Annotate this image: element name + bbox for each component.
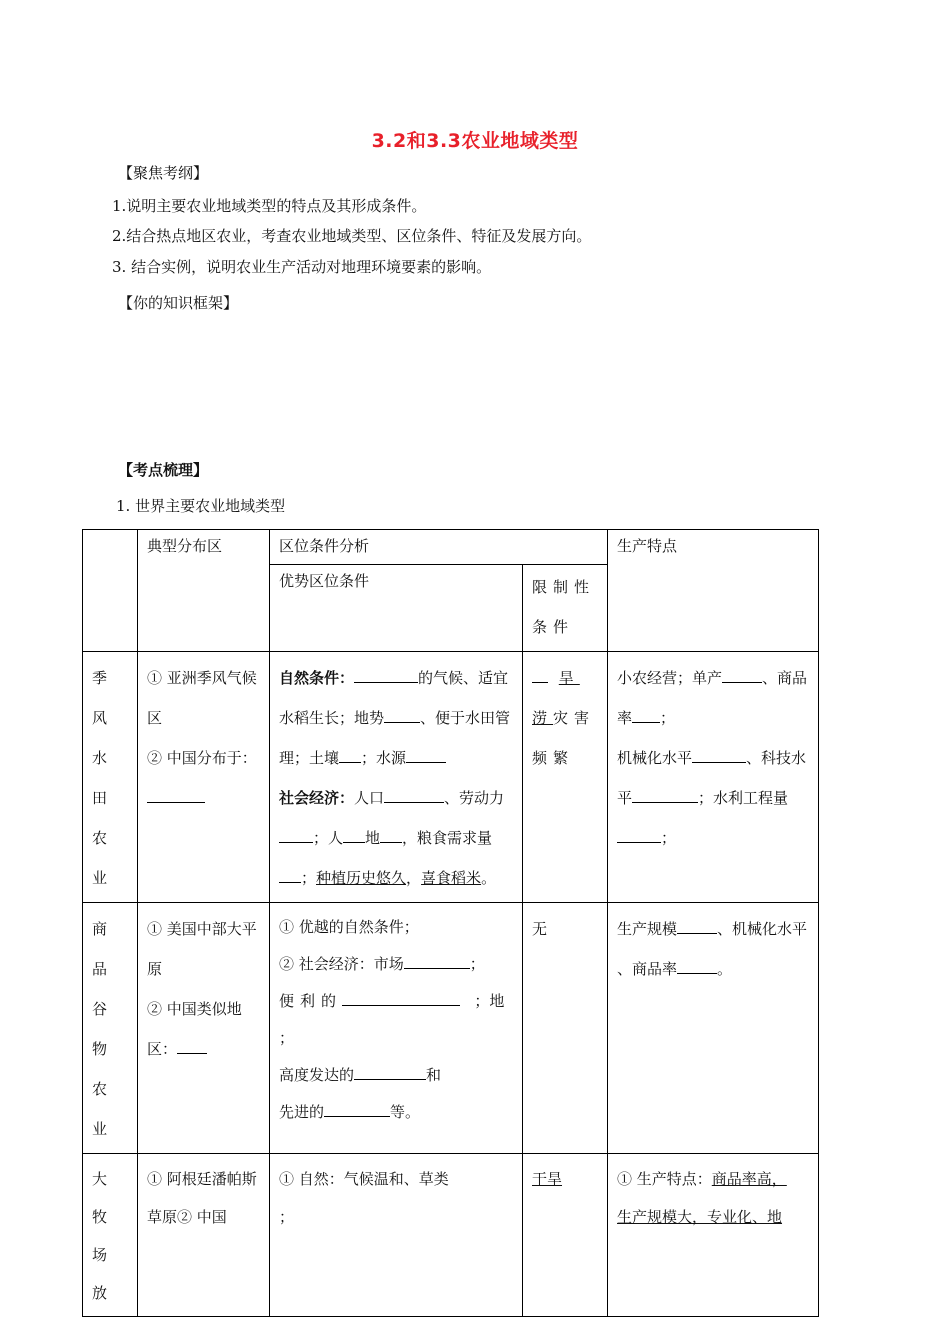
fill-blank (632, 786, 698, 803)
text-segment: ， (406, 869, 422, 887)
row-advantages (270, 652, 523, 903)
text-segment: ；人 (313, 829, 344, 847)
fill-blank (617, 826, 661, 843)
text-segment: ① 优越的自然条件； (279, 918, 419, 936)
row-advantages (270, 1154, 523, 1317)
text-segment: 灾害频繁 (532, 709, 596, 767)
fill-blank (343, 826, 365, 843)
review-heading: 【考点梳理】 (118, 461, 209, 479)
text-segment: 和 (426, 1066, 442, 1084)
fill-blank (380, 826, 402, 843)
row-distribution (138, 903, 270, 1154)
text-segment: ； (301, 869, 317, 887)
text-segment: 人口 (354, 789, 385, 807)
dist-b: ② 中国分布于： (147, 749, 257, 767)
fill-blank (147, 786, 205, 803)
dist-a: ① 亚洲季风气候区 (147, 669, 257, 727)
text-segment: 先进的 (279, 1103, 325, 1121)
agriculture-types-table (82, 529, 819, 1317)
table-row (83, 1154, 819, 1317)
text-segment: ① 自然：气候温和、草类 (279, 1170, 449, 1188)
text-segment: ① 生产特点： (617, 1170, 712, 1188)
section-title: 1. 世界主要农业地域类型 (116, 497, 286, 515)
text-segment: 机械化水平 (617, 749, 693, 767)
fill-blank (384, 786, 444, 803)
fill-blank (279, 866, 301, 883)
row-distribution: ① 阿根廷潘帕斯草原② 中国 (138, 1154, 270, 1317)
row-limits (523, 1154, 608, 1317)
row-limits (523, 652, 608, 903)
row-type: 商品谷物农业 (83, 903, 138, 1154)
text-segment: 、便于水田管理；土壤 (279, 709, 511, 767)
text-segment: ； (660, 709, 676, 727)
text-segment: 小农经营；单产 (617, 669, 723, 687)
fill-blank (324, 1100, 390, 1117)
header-location-analysis: 区位条件分析 (270, 530, 608, 565)
fill-blank (722, 666, 762, 683)
underlined-text: 种植历史悠久 (316, 869, 407, 887)
framework-heading: 【你的知识框架】 (118, 294, 239, 312)
text-segment: ，粮食需求量 (402, 829, 493, 847)
underlined-text: 干旱 (532, 1170, 563, 1188)
text-segment: 、商品率 (617, 669, 808, 727)
row-type: 季风水田农业 (83, 652, 138, 903)
social-label: 社会经济： (279, 789, 355, 807)
focus-item-3: 3. 结合实例，说明农业生产活动对地理环境要素的影响。 (112, 258, 492, 276)
header-advantages: 优势区位条件 (270, 565, 523, 652)
fill-blank (354, 1063, 426, 1080)
page-title: 3.2和3.3农业地域类型 (371, 130, 579, 152)
text-segment: 、商品率 (617, 960, 678, 978)
fill-blank (384, 706, 420, 723)
text-segment: ；地 (474, 992, 505, 1010)
text-segment: ② 社会经济：市场 (279, 955, 404, 973)
table-row (83, 652, 819, 903)
dist-b: ② 中国类似地区： (147, 1000, 242, 1058)
text-segment: ；水源 (361, 749, 407, 767)
row-distribution (138, 652, 270, 903)
text-segment: 、劳动力 (444, 789, 505, 807)
row-type: 大牧场放 (83, 1154, 138, 1317)
header-distribution: 典型分布区 (138, 530, 270, 652)
fill-blank (406, 746, 446, 763)
underlined-text: 旱涝 (532, 669, 580, 727)
header-limits: 限制性条件 (523, 565, 608, 652)
fill-blank (177, 1037, 207, 1054)
underlined-text: 喜食稻米 (421, 869, 482, 887)
fill-blank (632, 706, 660, 723)
text-segment: 生产规模 (617, 920, 678, 938)
fill-blank (404, 952, 470, 969)
header-blank-cell (83, 530, 138, 652)
natural-label: 自然条件： (279, 669, 355, 687)
focus-item-2: 2.结合热点地区农业，考查农业地域类型、区位条件、特征及发展方向。 (112, 227, 592, 245)
row-features (608, 652, 819, 903)
text-segment: 。 (717, 960, 733, 978)
dist-a: ① 美国中部大平原 (147, 920, 257, 978)
fill-blank (692, 746, 746, 763)
text-segment: ； (279, 1029, 295, 1047)
fill-blank (532, 666, 548, 683)
text-segment: 地 (365, 829, 381, 847)
focus-heading: 【聚焦考纲】 (118, 164, 209, 182)
text-segment: 。 (481, 869, 497, 887)
fill-blank (279, 826, 313, 843)
fill-blank (354, 666, 418, 683)
underlined-text: 商品率高， (711, 1170, 787, 1188)
text-segment: ； (469, 955, 485, 973)
text-segment: ；水利工程量 (698, 789, 789, 807)
row-advantages (270, 903, 523, 1154)
fill-blank (677, 917, 717, 934)
row-features (608, 903, 819, 1154)
fill-blank (677, 957, 717, 974)
text-segment: ； (661, 829, 677, 847)
text-segment: 便利的 (279, 992, 343, 1010)
text-segment: 、机械化水平 (717, 920, 808, 938)
header-features: 生产特点 (608, 530, 819, 652)
fill-blank (342, 989, 460, 1006)
row-limits: 无 (523, 903, 608, 1154)
text-segment: 、科技水平 (617, 749, 807, 807)
focus-item-1: 1.说明主要农业地域类型的特点及其形成条件。 (112, 197, 427, 215)
text-segment: 高度发达的 (279, 1066, 355, 1084)
text-segment: ； (279, 1208, 295, 1226)
underlined-text: 生产规模大，专业化、地 (617, 1208, 783, 1226)
table-row (83, 903, 819, 1154)
text-segment: 的气候、适宜水稻生长；地势 (279, 669, 509, 727)
row-features (608, 1154, 819, 1317)
fill-blank (339, 746, 361, 763)
text-segment: 等。 (390, 1103, 421, 1121)
